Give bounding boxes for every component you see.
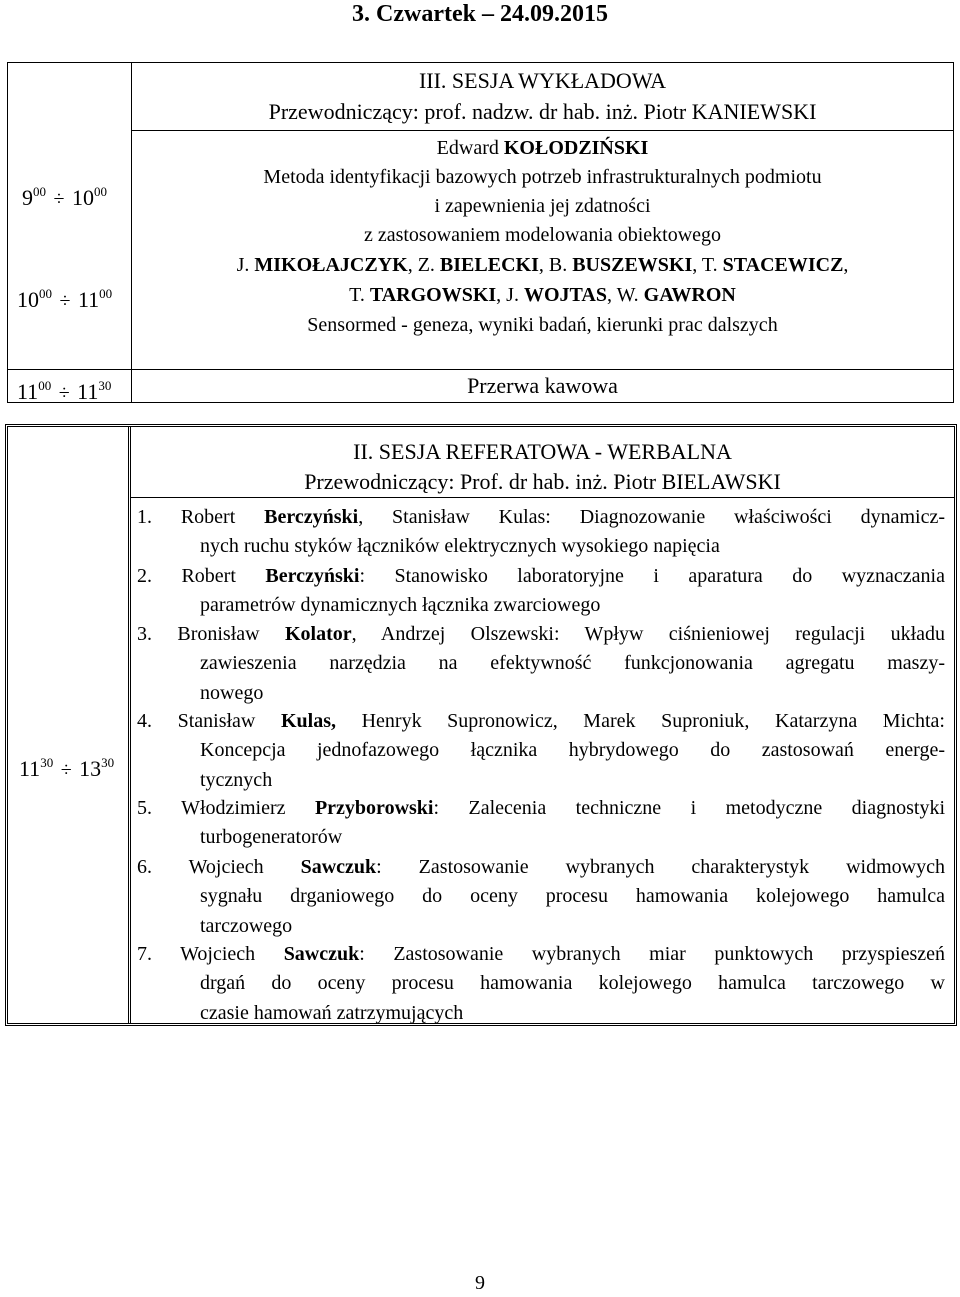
slot2-authors-line2: T. TARGOWSKI, J. WOJTAS, W. GAWRON xyxy=(349,284,736,306)
paper-author-first: Wojciech xyxy=(180,943,284,965)
slot1-time-sep: ÷ xyxy=(53,188,65,210)
paper-line1 xyxy=(137,794,945,823)
slot2-author-last: BIELECKI xyxy=(439,254,539,276)
paper-line1-rest: : Zastosowanie wybranych miar punktowych przyspieszeń xyxy=(359,943,946,965)
break-time-end: 11 xyxy=(77,379,99,404)
slot2-time-start-min: 00 xyxy=(39,286,52,301)
break-label: Przerwa kawowa xyxy=(467,373,618,398)
paper-author-first: Włodzimierz xyxy=(181,797,315,819)
slot2-author-init: B. xyxy=(548,254,568,276)
slot2-author-last: MIKOŁAJCZYK xyxy=(254,254,408,276)
slot2-authors-line1: J. MIKOŁAJCZYK, Z. BIELECKI, B. BUSZEWSKI, T. STACEWICZ, xyxy=(236,254,849,276)
paper-line1-rest: : Stanowisko laboratoryjne i aparatura do wyznaczania xyxy=(359,565,945,587)
break-time-start-min: 00 xyxy=(38,378,52,393)
paper-lead-author: Berczyński xyxy=(265,565,360,587)
slot1-title-line1: Metoda identyfikacji bazowych potrzeb infrastrukturalnych podmiotu xyxy=(263,166,822,188)
slot1-time xyxy=(22,180,107,211)
slot2-time-end-min: 00 xyxy=(99,286,113,301)
slot2-author-init: T. xyxy=(349,284,365,306)
paper-line: czasie hamowań zatrzymujących xyxy=(200,1001,464,1024)
session2-time-end-min: 30 xyxy=(101,755,115,770)
session2-title: II. SESJA REFERATOWA - WERBALNA xyxy=(353,439,732,464)
slot2-author-init: J. xyxy=(236,254,250,276)
slot2-author-init: J. xyxy=(506,284,519,306)
slot2-time-end: 11 xyxy=(77,287,100,312)
paper-author-first: Bronisław xyxy=(177,623,285,645)
paper-item xyxy=(137,562,945,621)
paper-number: 5. xyxy=(137,797,152,819)
paper-line1 xyxy=(137,620,945,649)
paper-item xyxy=(137,707,945,795)
slot1-time-end: 10 xyxy=(71,185,94,210)
paper-line: Koncepcja jednofazowego łącznika hybrydowego do zastosowań energe- xyxy=(200,739,945,762)
paper-number: 1. xyxy=(137,506,152,528)
session3-time-column xyxy=(7,62,132,370)
slot1-time-start-min: 00 xyxy=(33,184,46,199)
slot1-author-last: KOŁODZIŃSKI xyxy=(503,137,649,159)
paper-lead-author: Berczyński xyxy=(264,506,359,528)
slot2-title: Sensormed - geneza, wyniki badań, kierunki prac dalszych xyxy=(307,314,778,336)
paper-number: 7. xyxy=(137,943,152,965)
session2-time-sep: ÷ xyxy=(60,759,72,781)
paper-line: sygnału drganiowego do oceny procesu hamowania kolejowego hamulca xyxy=(200,885,945,908)
paper-item xyxy=(137,794,945,853)
paper-line: parametrów dynamicznych łącznika zwarciowego xyxy=(200,594,601,617)
paper-item xyxy=(137,620,945,708)
slot2-author-init: W. xyxy=(616,284,639,306)
session3-chair: Przewodniczący: prof. nadzw. dr hab. inż. Piotr KANIEWSKI xyxy=(268,99,817,124)
paper-number: 6. xyxy=(137,856,152,878)
paper-author-first: Wojciech xyxy=(188,856,301,878)
paper-line: tarczowego xyxy=(200,914,293,937)
paper-line: nowego xyxy=(200,681,264,704)
paper-line1 xyxy=(137,853,945,882)
paper-line1 xyxy=(137,707,945,736)
break-time xyxy=(17,374,111,405)
paper-line1 xyxy=(137,940,945,969)
paper-number: 4. xyxy=(137,710,152,732)
break-time-start: 11 xyxy=(17,379,39,404)
slot1-author xyxy=(131,134,954,163)
slot2-time xyxy=(17,282,112,313)
break-time-sep: ÷ xyxy=(58,382,70,404)
paper-item xyxy=(137,853,945,941)
paper-author-first: Robert xyxy=(181,565,266,587)
paper-number: 3. xyxy=(137,623,152,645)
session2-time xyxy=(19,751,114,782)
slot1-title-line2: i zapewnienia jej zdatności xyxy=(434,195,651,217)
break-time-end-min: 30 xyxy=(98,378,112,393)
session2-column-divider xyxy=(128,427,131,1023)
day-title: 3. Czwartek – 24.09.2015 xyxy=(352,1,608,27)
paper-lead-author: Sawczuk xyxy=(300,856,377,878)
paper-item xyxy=(137,503,945,562)
slot2-author-init: T. xyxy=(701,254,718,276)
paper-item xyxy=(137,940,945,1028)
slot2-author-init: Z. xyxy=(417,254,435,276)
paper-author-first: Robert xyxy=(180,506,265,528)
paper-number: 2. xyxy=(137,565,152,587)
slot2-author-last: STACEWICZ xyxy=(722,254,844,276)
slot1-time-start: 9 xyxy=(22,185,33,210)
session2-time-end: 13 xyxy=(79,756,102,781)
paper-lead-author: Kolator xyxy=(284,623,352,645)
paper-line1-rest: : Zastosowanie wybranych charakterystyk widmowych xyxy=(376,856,945,878)
slot1-author-first: Edward xyxy=(436,137,499,159)
slot2-author-last: WOJTAS xyxy=(523,284,607,306)
paper-line1-rest: Henryk Supronowicz, Marek Suproniuk, Katarzyna Michta: xyxy=(336,710,945,732)
session3-title: III. SESJA WYKŁADOWA xyxy=(418,68,667,93)
paper-line1-rest: , Stanisław Kulas: Diagnozowanie właściwości dynamicz- xyxy=(358,506,946,528)
paper-line: drgań do oceny procesu hamowania kolejowego hamulca tarczowego w xyxy=(200,972,945,995)
paper-line1 xyxy=(137,503,945,532)
paper-lead-author: Sawczuk xyxy=(283,943,360,965)
paper-line: nych ruchu styków łączników elektrycznych wysokiego napięcia xyxy=(200,535,720,558)
paper-line1-rest: : Zalecenia techniczne i metodyczne diagnostyki xyxy=(433,797,946,819)
paper-line: turbogeneratorów xyxy=(200,826,343,849)
slot1-title-line3: z zastosowaniem modelowania obiektowego xyxy=(363,224,722,246)
paper-lead-author: Kulas, xyxy=(280,710,336,732)
slot2-author-last: TARGOWSKI xyxy=(369,284,497,306)
paper-line: zawieszenia narzędzia na efektywność funkcjonowania agregatu maszy- xyxy=(200,652,945,675)
slot2-author-last: BUSZEWSKI xyxy=(572,254,693,276)
session2-chair: Przewodniczący: Prof. dr hab. inż. Piotr BIELAWSKI xyxy=(304,469,781,494)
paper-lead-author: Przyborowski xyxy=(314,797,434,819)
paper-author-first: Stanisław xyxy=(177,710,281,732)
slot1-time-end-min: 00 xyxy=(93,184,107,199)
slot2-author-last: GAWRON xyxy=(643,284,736,306)
session2-time-start-min: 30 xyxy=(40,755,54,770)
session2-time-start: 11 xyxy=(19,756,41,781)
paper-line1-rest: , Andrzej Olszewski: Wpływ ciśnieniowej regulacji układu xyxy=(351,623,946,645)
slot2-time-sep: ÷ xyxy=(59,290,71,312)
paper-line1 xyxy=(137,562,945,591)
slot2-time-start: 10 xyxy=(17,287,39,312)
page-number: 9 xyxy=(475,1272,485,1294)
paper-line: tycznych xyxy=(200,768,273,791)
